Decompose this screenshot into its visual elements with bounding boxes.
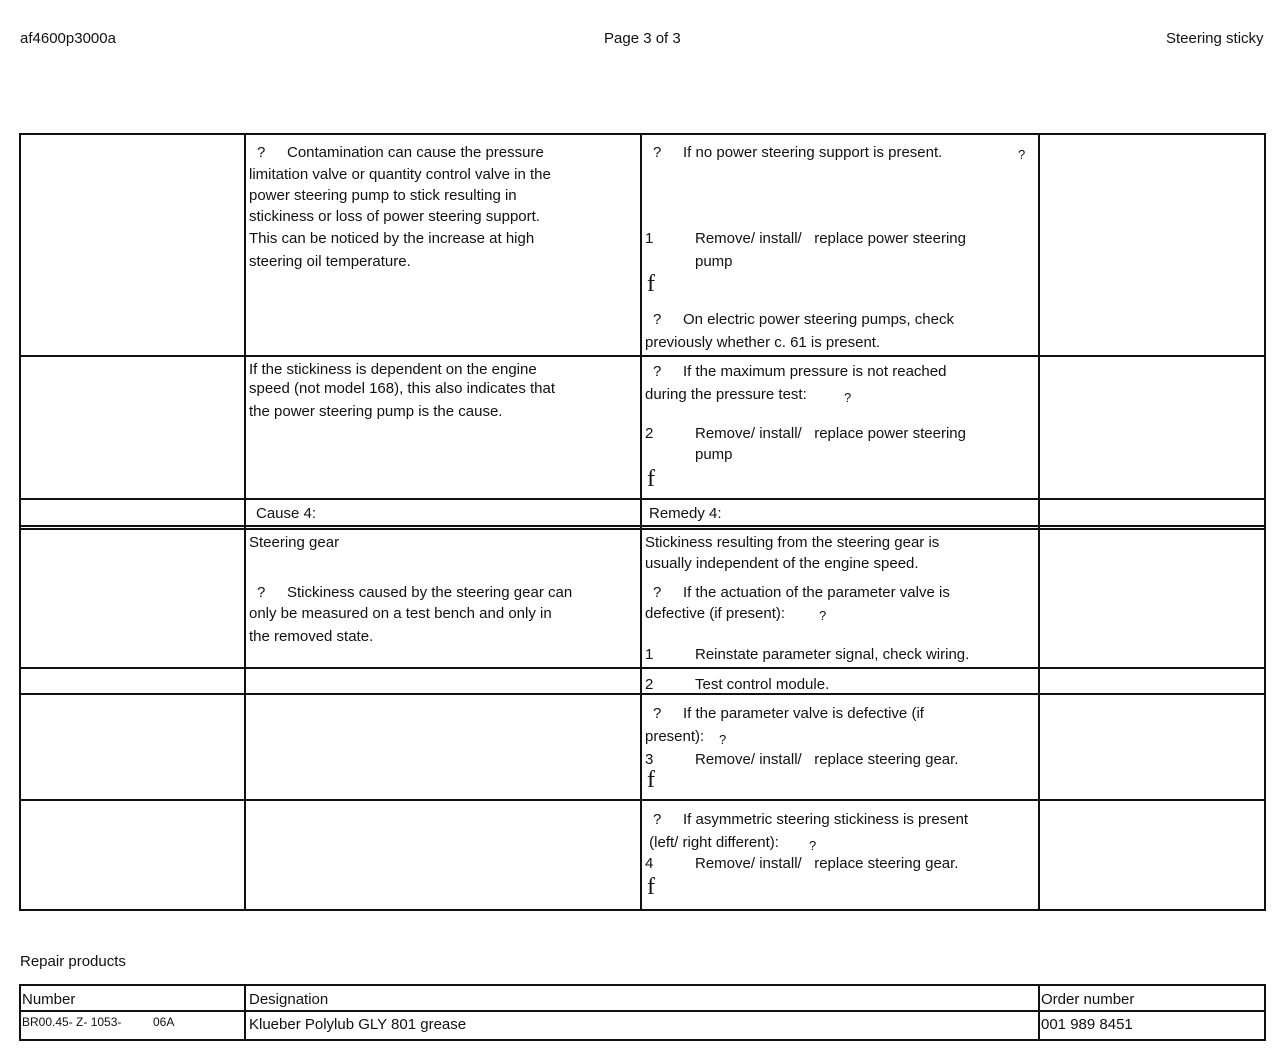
question-mark: ?: [844, 390, 852, 405]
remedy-line: previously whether c. 61 is present.: [645, 334, 881, 351]
remedy-label: Remedy 4:: [649, 505, 722, 522]
cause-title: Steering gear: [249, 534, 340, 551]
remedy-condition: ? If no power steering support is present.: [653, 144, 943, 161]
cause-line: the power steering pump is the cause.: [249, 403, 503, 420]
cause-contamination: ? Contamination can cause the pressure: [249, 142, 544, 163]
remedy-line: present):: [645, 728, 705, 745]
remedy-condition: ? If the maximum pressure is not reached: [653, 363, 947, 380]
product-order-number: 001 989 8451: [1041, 1016, 1133, 1033]
cause-line: This can be noticed by the increase at high: [249, 230, 535, 247]
remedy-condition: ? If asymmetric steering stickiness is present: [653, 811, 969, 828]
column-header-number: Number: [22, 991, 76, 1008]
cause-line: If the stickiness is dependent on the engine: [249, 361, 537, 378]
cause-label: Cause 4:: [256, 505, 317, 522]
cause-line: the removed state.: [249, 628, 374, 645]
remedy-condition: ? On electric power steering pumps, check: [653, 311, 954, 328]
product-number: BR00.45- Z- 1053-: [22, 1015, 122, 1029]
page-number: Page 3 of 3: [604, 30, 681, 47]
bullet-question: ?: [257, 144, 266, 161]
cause-line: limitation valve or quantity control valve in the: [249, 166, 551, 183]
remedy-step-text: pump: [695, 253, 733, 270]
f-symbol-icon: f: [647, 466, 655, 492]
question-mark: ?: [1018, 147, 1026, 162]
f-symbol-icon: f: [647, 271, 655, 297]
cause-steering-gear: ? Stickiness caused by the steering gear can: [257, 584, 573, 601]
cause-line: stickiness or loss of power steering support.: [249, 208, 540, 225]
remedy-step-3: 3 Remove/ install/ replace steering gear.: [645, 751, 959, 768]
cause-line: speed (not model 168), this also indicates that: [249, 380, 556, 397]
remedy-step-1: 1 Reinstate parameter signal, check wiring.: [645, 646, 970, 663]
column-header-designation: Designation: [249, 991, 329, 1008]
remedy-step-1: 1 Remove/ install/ replace power steering: [645, 230, 966, 247]
cause-line: only be measured on a test bench and only in: [249, 605, 552, 622]
f-symbol-icon: f: [647, 874, 655, 900]
remedy-condition: ? If the actuation of the parameter valve is: [653, 584, 950, 601]
document-title: Steering sticky: [1166, 30, 1264, 47]
remedy-condition: ? If the parameter valve is defective (if: [653, 705, 924, 722]
question-mark: ?: [819, 608, 827, 623]
cause-line: steering oil temperature.: [249, 253, 411, 270]
remedy-intro: Stickiness resulting from the steering gear is: [645, 534, 940, 551]
product-number-suffix: 06A: [153, 1015, 175, 1029]
remedy-intro: usually independent of the engine speed.: [645, 555, 919, 572]
column-header-order-number: Order number: [1041, 991, 1135, 1008]
remedy-line: defective (if present):: [645, 605, 786, 622]
question-mark: ?: [719, 732, 727, 747]
product-designation: Klueber Polylub GLY 801 grease: [249, 1016, 467, 1033]
remedy-line: (left/ right different):: [645, 834, 779, 851]
document-id: af4600p3000a: [20, 30, 116, 47]
question-mark: ?: [809, 838, 817, 853]
repair-products-title: Repair products: [20, 953, 126, 970]
remedy-step-2: 2 Test control module.: [645, 676, 830, 693]
remedy-step-4: 4 Remove/ install/ replace steering gear.: [645, 855, 959, 872]
remedy-line: during the pressure test:: [645, 386, 807, 403]
f-symbol-icon: f: [647, 767, 655, 793]
remedy-step-2: 2 Remove/ install/ replace power steering: [645, 425, 966, 442]
remedy-step-text: pump: [695, 446, 733, 463]
cause-line: power steering pump to stick resulting in: [249, 187, 517, 204]
